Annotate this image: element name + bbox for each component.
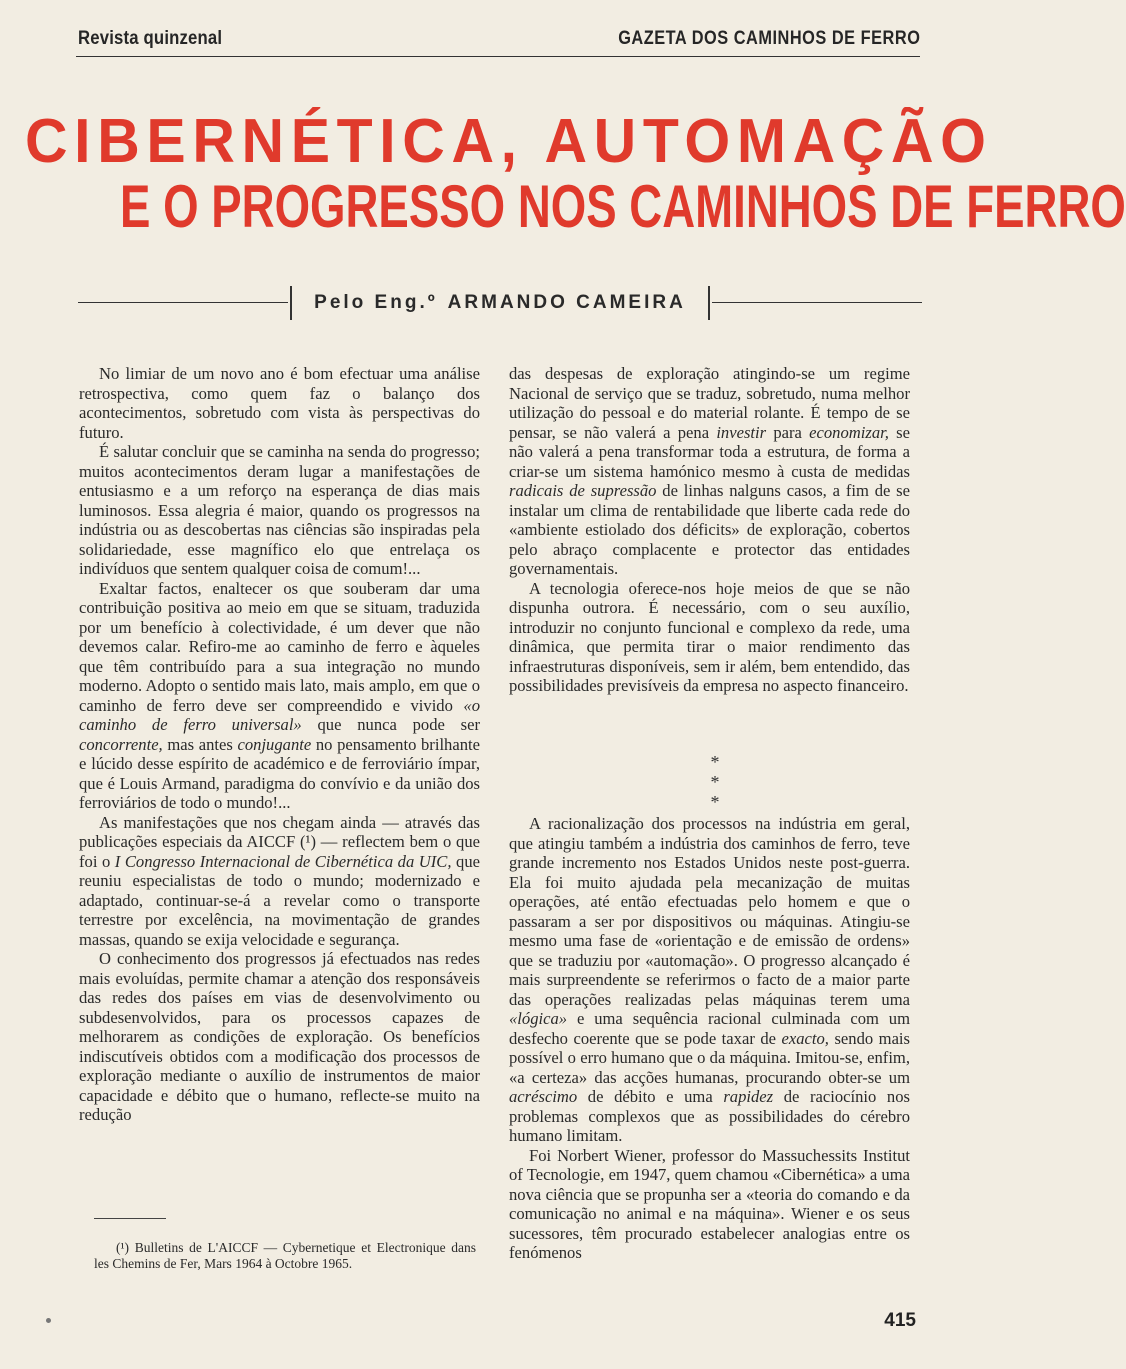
italic-phrase: exacto, bbox=[781, 1028, 829, 1048]
paragraph: Exaltar factos, enaltecer os que souberam dar uma contribuição positiva ao meio em que se situam, traduzida por um benefício à colectividade, é um dever que não devemos calar. Refiro-me ao caminho de ferro e àqueles que têm contribuído para a sua integração no mundo moderno. Adopto o sentido mais lato, mais amplo, em que o caminho de ferro deve ser compreendido e vivido «o caminho de ferro universal» que nunca pode ser concorrente, mas antes conjugante no pensamento brilhante e lúcido desse espírito de académico e de ferroviário ímpar, que é Louis Armand, paradigma do convívio e da união dos ferroviários de todo o mundo!... bbox=[79, 578, 480, 812]
right-column-bottom bbox=[509, 814, 910, 1263]
paragraph: A racionalização dos processos na indústria em geral, que atingiu também a indústria dos caminhos de ferro, teve grande incremento nos Estados Unidos neste post-guerra. Ela foi muito ajudada pela mecanização de muitas operações, até então efectuadas pelo homem e que o passaram a ser por dispositivos ou máquinas. Atingiu-se mesmo uma fase de «orientação e de emissão de ordens» que se traduziu por «automação». O progresso alcançado é mais surpreendente se referirmos o facto de a maior parte das operações realizadas pelas máquinas terem uma «lógica» e uma sequência racional culminada com um desfecho coerente que se pode taxar de exacto, sendo mais possível o erro humano que o da máquina. Imitou-se, enfim, «a certeza» das acções humanas, procurando obter-se um acréscimo de débito e uma rapidez de raciocínio nos problemas complexos que as possibilidades do cérebro humano limitam. bbox=[509, 814, 910, 1145]
paragraph: A tecnologia oferece-nos hoje meios de que se não dispunha outrora. É necessário, com o seu auxílio, introduzir no conjunto funcional e complexo da rede, uma dinâmica, que permita tirar o maior rendimento das infraestruturas disponíveis, sem ir além, bem entendido, das possibilidades previsíveis da empresa no aspecto financeiro. bbox=[509, 578, 910, 695]
paper-spot bbox=[46, 1318, 51, 1323]
byline-box bbox=[290, 286, 710, 320]
italic-phrase: rapidez bbox=[723, 1087, 774, 1106]
byline bbox=[78, 286, 922, 322]
header-magazine-title: GAZETA DOS CAMINHOS DE FERRO bbox=[617, 28, 920, 49]
paragraph: Foi Norbert Wiener, professor do Massuchessits Institut of Tecnologie, em 1947, quem chamou «Cibernética» a uma nova ciência que se propunha ser a «teoria do comando e da comunicação no animal e na máquina». Wiener e os seus sucessores, têm procurado estabelecer analogias entre os fenómenos bbox=[509, 1145, 910, 1262]
italic-phrase: radicais de supressão bbox=[509, 481, 657, 500]
page-number: 415 bbox=[884, 1310, 916, 1331]
article-title-line-1: CIBERNÉTICA, AUTOMAÇÃO bbox=[25, 107, 993, 176]
paragraph: das despesas de exploração atingindo-se um regime Nacional de serviço que se traduz, sobretudo, numa melhor utilização do pessoal e do material rolante. É tempo de se pensar, se não valerá a pena investir para economizar, se não valerá a pena transformar toda a estrutura, de forma a criar-se um sistema hamónico mesmo à custa de medidas radicais de supressão de linhas nalguns casos, a fim de se instalar um clima de rentabilidade que liberte cada rede do «ambiente estiolado dos déficits» de exploração, cobertos pelo abraço complacente e protector das entidades governamentais. bbox=[509, 364, 911, 578]
italic-phrase: «lógica» bbox=[509, 1009, 568, 1028]
asterisk-bottom: * * bbox=[710, 772, 746, 812]
italic-phrase: conjugante bbox=[237, 734, 312, 754]
header-publication-frequency: Revista quinzenal bbox=[78, 28, 223, 49]
byline-prefix: Pelo Eng.º bbox=[314, 292, 438, 313]
footnote-rule bbox=[94, 1218, 166, 1219]
italic-phrase: economizar, bbox=[809, 422, 889, 442]
italic-phrase: concorrente, bbox=[79, 734, 163, 754]
left-column bbox=[79, 364, 480, 1125]
right-column-top bbox=[509, 364, 910, 696]
article-title-line-2: E O PROGRESSO NOS CAMINHOS DE FERRO bbox=[120, 173, 1126, 240]
byline-rule-right bbox=[712, 302, 922, 303]
paragraph: No limiar de um novo ano é bom efectuar uma análise retrospectiva, como quem faz o balanço dos acontecimentos, sobretudo com vista às perspectivas do futuro. bbox=[79, 364, 480, 442]
header-rule bbox=[76, 56, 920, 57]
byline-rule-left bbox=[78, 302, 288, 303]
asterisk-top: * bbox=[710, 752, 720, 772]
italic-phrase: acréscimo bbox=[509, 1087, 578, 1106]
italic-phrase: investir bbox=[716, 422, 767, 442]
paragraph: As manifestações que nos chegam ainda — através das publicações especiais da AICCF (¹) — reflectem bem o que foi o I Congresso Internacional de Cibernética da UIC, que reuniu especialistas de todo o mundo; modernizado e adaptado, continuar-se-á a revelar como o transporte terrestre por excelência, na movimentação de grandes massas, quando se exija velocidade e segurança. bbox=[79, 812, 481, 949]
italic-phrase: «o caminho de ferro universal» bbox=[79, 695, 480, 734]
paragraph: O conhecimento dos progressos já efectuados nas redes mais evoluídas, permite chamar a atenção dos responsáveis das redes dos países em vias de desenvolvimento ou subdesenvolvidos, para os processos capazes de melhorarem as condições de exploração. Os benefícios indiscutíveis obtidos com a modificação dos processos de exploração mediante o auxílio de instrumentos de maior capacidade e débito que o humano, reflecte-se muito na redução bbox=[79, 949, 480, 1124]
footnote: (¹) Bulletins de L'AICCF — Cybernetique et Electronique dans les Chemins de Fer, Mars 1964 à Octobre 1965. bbox=[94, 1240, 476, 1271]
italic-phrase: I Congresso Internacional de Cibernética da UIC, bbox=[114, 851, 452, 871]
section-separator-asterisks bbox=[680, 752, 750, 812]
byline-author: ARMANDO CAMEIRA bbox=[447, 292, 686, 313]
paragraph: É salutar concluir que se caminha na senda do progresso; muitos acontecimentos deram lugar a manifestações de entusiasmo e a um reforço na esperança de dias mais luminosos. Essa alegria é maior, quando os progressos na indústria ou as descobertas nas ciências são inspiradas pela solidariedade, esse magnífico elo que entrelaça os indivíduos que sentem qualquer coisa de comum!... bbox=[79, 442, 480, 578]
running-header bbox=[78, 28, 920, 50]
